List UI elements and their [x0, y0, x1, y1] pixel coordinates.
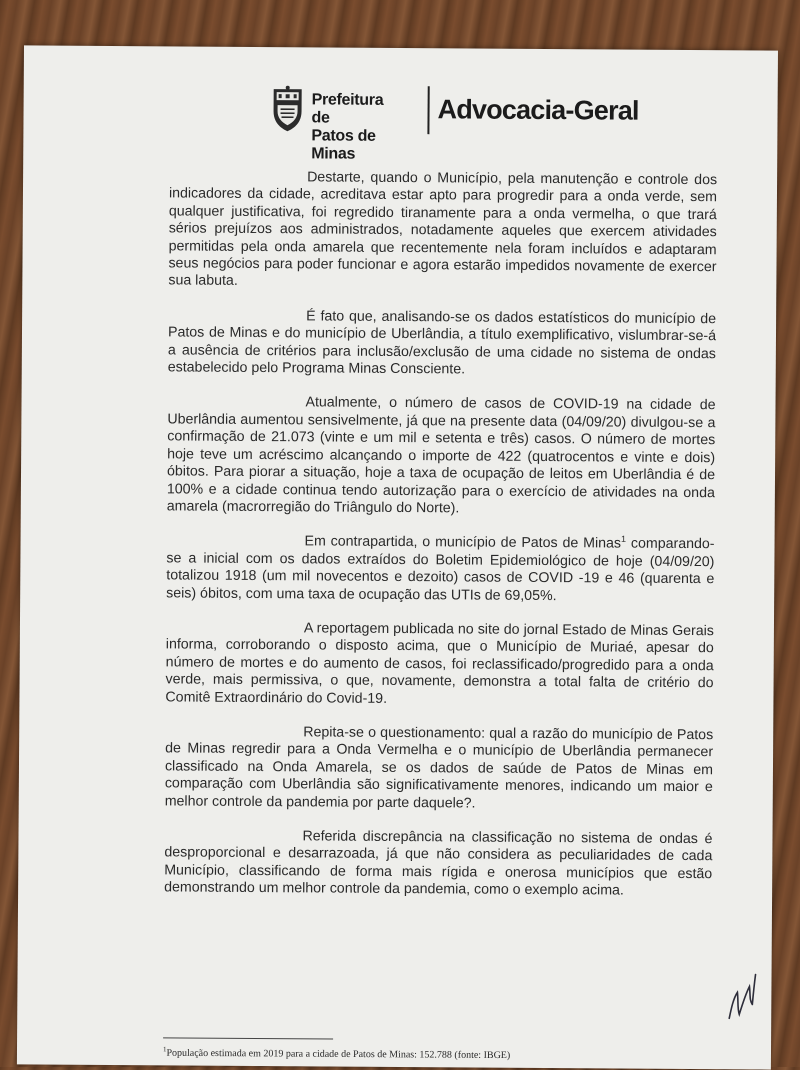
- paragraph: A reportagem publicada no site do jornal Estado de Minas Gerais informa, corroborando o disposto acima, que o Município de Muriaé, apesar do número de mortes e do aumento de casos, foi reclassificado/progredido para a onda verde, mais permissiva, o que, novamente, demonstra a total falta de critério do Comitê Extraordinário do Covid-19.: [165, 619, 714, 710]
- org-name-line2: Patos de Minas: [311, 127, 383, 163]
- paragraph-lead: Em contrapartida, o município de Patos de Minas: [304, 534, 621, 552]
- city-crest-icon: [269, 85, 305, 133]
- paragraph: Destarte, quando o Município, pela manutenção e controle dos indicadores da cidade, acreditava estar apto para progredir para a onda verde, sem qualquer justificativa, foi regredido tiranamente para a onda vermelha, o que trará sérios prejuízos aos administrados, notadamente aqueles que exercem atividades permitidas pela onda amarela que recentemente nela foram incluídos e adaptaram seus negócios para poder funcionar e agora estarão impedidos novamente de exercer sua labuta.: [168, 168, 717, 294]
- org-name: [311, 91, 383, 163]
- header-divider: [427, 86, 429, 134]
- paragraph: [166, 533, 714, 606]
- footnote-divider: [163, 1037, 333, 1039]
- paragraph: Repita-se o questionamento: qual a razão do município de Patos de Minas regredir para a Onda Vermelha e o município de Uberlândia permanecer classificado na Onda Amarela, se os dados de saúde de Patos de Minas em comparação com Uberlândia são significativamente menores, indicando um maior e melhor controle da pandemia por parte daquele?.: [165, 723, 714, 814]
- document-page: [17, 45, 778, 1069]
- footnote-marker: 1: [163, 1045, 167, 1053]
- paragraph-rest: comparando-se a inicial com os dados extraídos do Boletim Epidemiológico de hoje (04/09/20) totalizou 1918 (um mil novecentos e dezoito) casos de COVID -19 e 46 (quarenta e seis) óbitos, com uma taxa de ocupação das UTIs de 69,05%.: [166, 536, 714, 604]
- paragraph: Referida discrepância na classificação no sistema de ondas é desproporcional e desarrazoada, já que não considera as peculiaridades de cada Município, classificando de forma mais rígida e onerosa municípios que estão demonstrando um melhor controle da pandemia, como o exemplo acima.: [164, 827, 712, 900]
- org-name-line1: Prefeitura de: [311, 91, 383, 127]
- document-body: [164, 168, 717, 917]
- footnote-reference: 1: [621, 534, 626, 544]
- footnote-text: População estimada em 2019 para a cidade de Patos de Minas: 152.788 (fonte: IBGE): [166, 1048, 510, 1061]
- paragraph: Atualmente, o número de casos de COVID-19 na cidade de Uberlândia aumentou sensivelmente, já que na presente data (04/09/20) divulgou-se a confirmação de 21.073 (vinte e um mil e setenta e três) casos. O número de mortes hoje teve um acréscimo alcançando o importe de 422 (quatrocentos e vinte e dois) óbitos. Para piorar a situação, hoje a taxa de ocupação de leitos em Uberlândia é de 100% e a cidade continua tendo autorização para o exercício de atividades na onda amarela (macrorregião do Triângulo do Norte).: [167, 394, 716, 520]
- paragraph: É fato que, analisando-se os dados estatísticos do município de Patos de Minas e do município de Uberlândia, a título exemplificativo, vislumbrar-se-á a ausência de critérios para inclusão/exclusão de uma cidade no sistema de ondas estabelecido pelo Programa Minas Consciente.: [168, 307, 716, 380]
- footnote: [163, 1045, 510, 1061]
- department-title: Advocacia-Geral: [437, 94, 638, 126]
- handwritten-initial: [725, 970, 757, 1022]
